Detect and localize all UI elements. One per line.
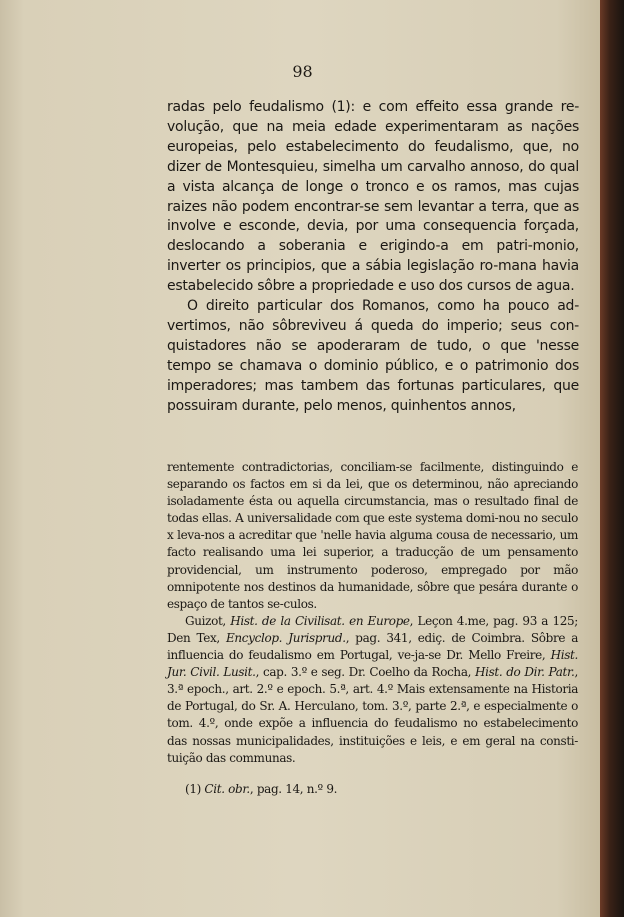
citation-text: , Leçon 4.me, pag. 93 a 125; Den Tex, xyxy=(167,613,578,645)
citation-title: Hist. de la Civilisat. en Europe xyxy=(230,613,410,628)
note-continuation: rentemente contradictorias, conciliam-se facilmente, distinguindo e separando os factos em si da lei, que os determinou, não apreciando isoladamente ésta ou aquella circumstancia, mas o resultado final de todas ellas. A universalidade com que este systema domi-nou no seculo x leva-nos a acreditar que 'nelle havia alguma cousa de necessario, um facto realisando uma lei superior, a traducção de um pensamento providencial, um instrumento poderoso, empregado por mão omnipotente nos destinos da humanidade, sôbre que pesára durante o espaço de tantos se-culos. xyxy=(167,460,578,611)
book-edge xyxy=(600,0,624,917)
note-citation xyxy=(167,613,578,767)
main-text xyxy=(167,98,579,417)
footnote xyxy=(167,781,578,798)
citation-title: Hist. Jur. Civil. Lusit. xyxy=(167,648,578,680)
notes-section xyxy=(167,459,578,798)
footnote-text: , pag. 14, n.º 9. xyxy=(249,781,338,796)
footnote-title: Cit. obr. xyxy=(204,781,250,796)
footnote-marker: (1) xyxy=(185,781,205,796)
citation-text: Guizot, xyxy=(185,613,231,628)
citation-title: Hist. do Dir. Patr. xyxy=(474,665,575,680)
citation-text: , cap. 3.º e seg. Dr. Coelho da Rocha, xyxy=(255,665,475,680)
citation-text: , 3.ª epoch., art. 2.º e epoch. 5.ª, art. 4.º Mais extensamente na Historia de Portugal, do Sr. A. Herculano, tom. 3.º, parte 2.ª, e especialmente o tom. 4.º, onde expõe a influencia do feudalismo no estabelecimento das nossas municipalidades, instituições e leis, e em geral na consti-tuição das communas. xyxy=(167,665,578,765)
body-paragraph: O direito particular dos Romanos, como ha pouco ad-vertimos, não sôbreviveu á queda do imperio; seus con-quistadores não se apoderaram de tudo, o que 'nesse tempo se chamava o dominio público, e o patrimonio dos imperadores; mas tambem das fortunas particulares, que possuiram durante, pelo menos, quinhentos annos, xyxy=(167,298,579,414)
citation-text: , pag. 341, ediç. de Coimbra. Sôbre a influencia do feudalismo em Portugal, ve-ja-se Dr. Mello Freire, xyxy=(167,630,579,663)
body-paragraph: radas pelo feudalismo (1): e com effeito essa grande re-volução, que na meia edade experimentaram as nações europeias, pelo estabelecimento do feudalismo, que, no dizer de Montesquieu, simelha um carvalho annoso, do qual a vista alcança de longe o tronco e os ramos, mas cujas raizes não podem encontrar-se sem levantar a terra, que as involve e esconde, devia, por uma consequencia forçada, deslocando a soberania e erigindo-a em patri-monio, inverter os principios, que a sábia legislação ro-mana havia estabelecido sôbre a propriedade e uso dos cursos de agua. xyxy=(167,99,579,295)
citation-title: Encyclop. Jurisprud. xyxy=(226,630,346,645)
page-number: 98 xyxy=(292,62,313,81)
